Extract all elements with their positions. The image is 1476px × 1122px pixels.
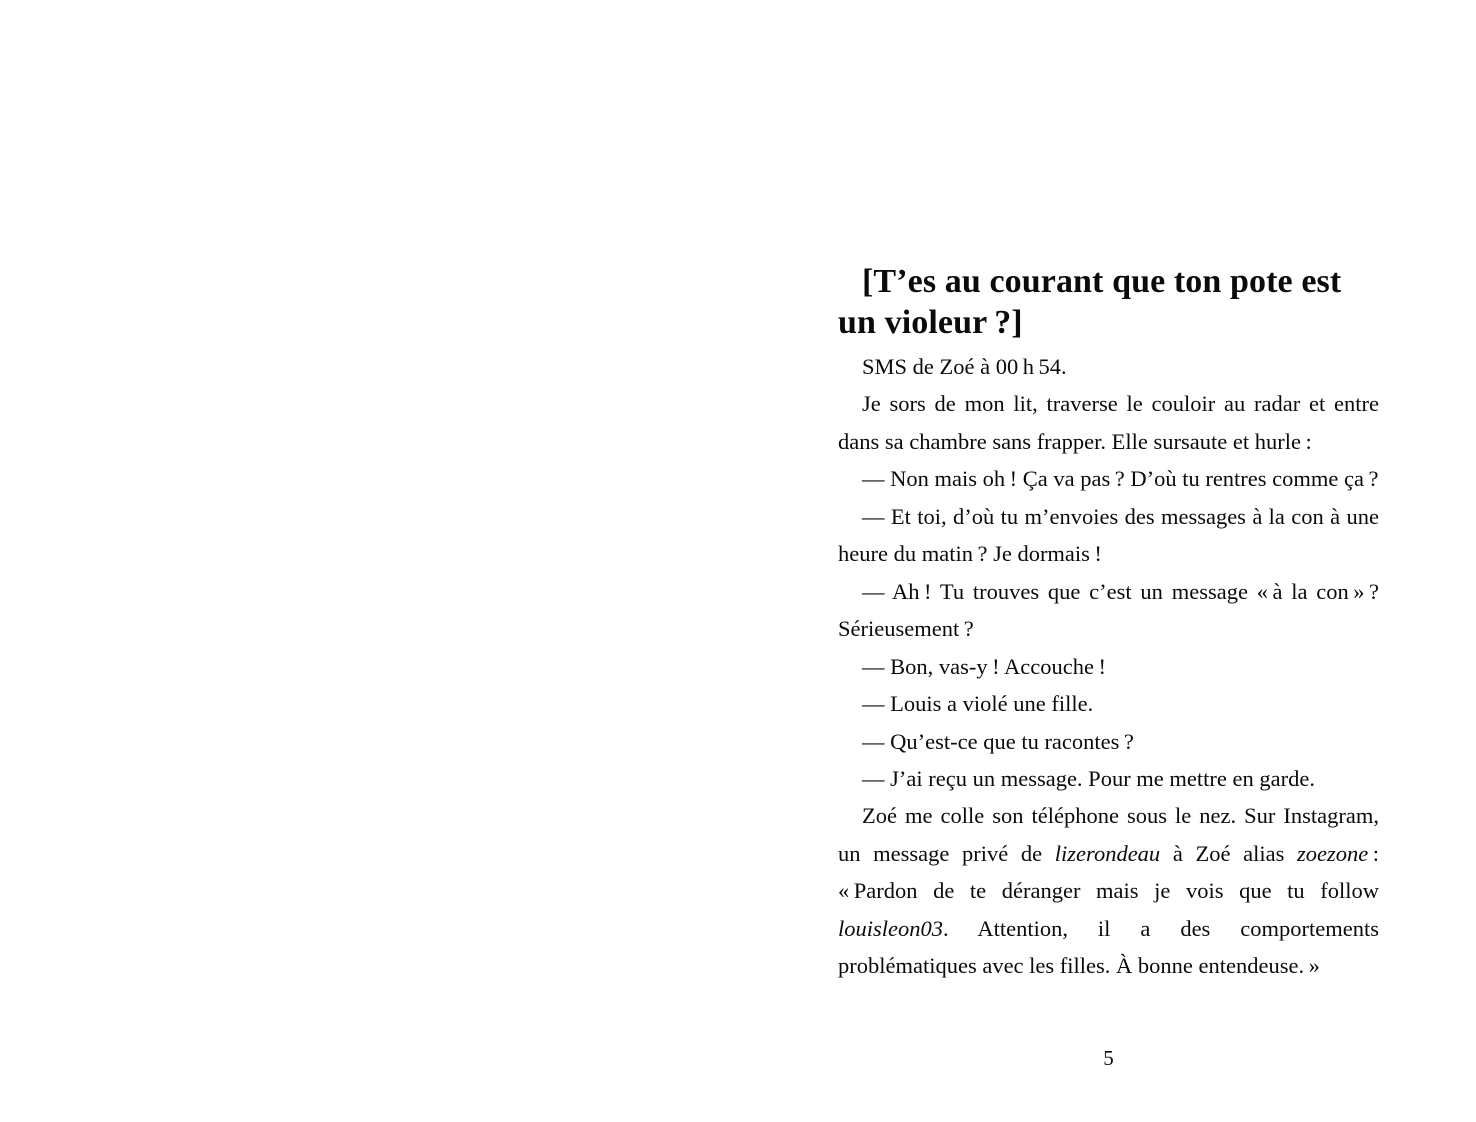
text-run: SMS de Zoé à 00 h 54. [862, 354, 1067, 379]
text-run: à Zoé alias [1160, 840, 1297, 866]
paragraph [838, 385, 1379, 460]
paragraph [838, 498, 1379, 573]
username-italic: lizerondeau [1054, 840, 1161, 866]
text-run: — Ah ! Tu trouves que c’est un message « à la con » ? Sérieusement ? [838, 578, 1379, 642]
text-run: — J’ai reçu un message. Pour me mettre en garde. [862, 765, 1315, 791]
paragraph [838, 348, 1379, 385]
text-run: Je sors de mon lit, traverse le couloir au radar et entre dans sa chambre sans frapper. Elle sursaute et hurle : [838, 391, 1379, 454]
paragraph [838, 460, 1379, 497]
body-paragraphs [838, 348, 1379, 985]
username-italic: zoezone [1296, 840, 1369, 866]
paragraph [838, 685, 1379, 722]
paragraph [838, 760, 1379, 797]
paragraph [838, 573, 1379, 648]
text-run: — Qu’est-ce que tu racontes ? [862, 728, 1134, 754]
text-block [838, 261, 1379, 985]
paragraph [838, 797, 1379, 984]
text-run: Zoé me colle son téléphone sous le nez. Sur Instagram, un message privé de [838, 803, 1379, 866]
chapter-title: [T’es au courant que ton pote est un violeur ?] [838, 263, 1342, 341]
text-run: . Attention, il a des comportements problématiques avec les filles. À bonne entendeuse. » [838, 915, 1379, 979]
text-run: : « Pardon de te déranger mais je vois que tu follow [838, 840, 1379, 904]
username-italic: louisleon03 [838, 915, 943, 941]
paragraph [838, 723, 1379, 760]
text-run: — Bon, vas-y ! Accouche ! [862, 653, 1106, 679]
paragraph [838, 648, 1379, 685]
page-number: 5 [1103, 1046, 1114, 1070]
text-run: — Et toi, d’où tu m’envoies des messages à la con à une heure du matin ? Je dormais ! [838, 503, 1379, 567]
text-run: — Louis a violé une fille. [862, 691, 1094, 717]
text-run: — Non mais oh ! Ça va pas ? D’où tu rentres comme ça ? [862, 466, 1379, 492]
